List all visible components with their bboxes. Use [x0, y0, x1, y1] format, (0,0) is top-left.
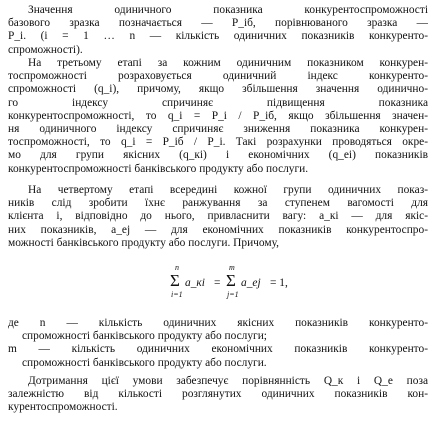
text-line: них показників, a_еj — для економічних показників конкурентоспро-	[8, 223, 428, 236]
sum2-term: a_еj	[241, 277, 261, 289]
equals-one: = 1,	[270, 277, 288, 289]
text-line: залежністю від кількості розглянутих одиничних показників кон-	[8, 388, 428, 401]
sum2-sigma: Σ	[226, 271, 236, 290]
text-line: m — кількість одиничних економічних показників конкуренто-	[8, 343, 428, 356]
text-line: курентоспроможності.	[8, 401, 118, 414]
text-line: тоспроможності, то q_i = P_iб / P_i. Такі розрахунки проводяться окре-	[8, 136, 428, 149]
text-line: спроможності (q_i), причому, якщо збільшення значення одинично-	[8, 83, 428, 96]
text-line: ників слід зробити їхнє ранжування за ступенем вагомості для	[8, 197, 428, 210]
text-line: конкурентоспроможності, то q_i = P_i / P_iб, якщо збільшення значен-	[8, 109, 428, 122]
text-line: спроможності банківського продукту або послуги;	[22, 330, 267, 343]
text-line: спроможності банківського продукту або послуги.	[22, 356, 267, 369]
text-line: тоспроможності розраховується одиничний індекс конкуренто-	[8, 70, 428, 83]
text-line: P_i. (i = 1 … n — кількість одиничних показників конкуренто-	[8, 30, 428, 43]
sum2-upper-limit: m	[229, 263, 235, 272]
sum-formula	[170, 264, 310, 310]
text-line: ня одиничного індексу спричиняє зниження показника конкурен-	[8, 123, 428, 135]
text-line: На третьому етапі за кожним одиничним показником конкурен-	[28, 57, 428, 69]
sum1-sigma: Σ	[170, 271, 180, 290]
text-line: Дотримання цієї умови забезпечує порівнянність Q_к і Q_е поза	[28, 375, 428, 387]
text-line: На четвертому етапі всередині кожної групи одиничних показ-	[28, 184, 428, 196]
text-line: конкурентоспроможності банківського продукту або послуги.	[8, 162, 309, 175]
text-line: Значення одиничного показника конкурентоспроможності	[28, 4, 428, 16]
text-line: де n — кількість одиничних якісних показників конкуренто-	[8, 317, 428, 329]
equals-sign-1: =	[214, 277, 221, 289]
sum1-term: a_кі	[185, 277, 205, 289]
text-line: базового зразка позначається — P_iб, порівнюваного зразка —	[8, 17, 428, 30]
text-line: го індексу спричиняє підвищення показника	[8, 96, 428, 109]
text-line: можності банківського продукту або послуги. Причому,	[8, 236, 280, 249]
text-line: спроможності).	[8, 43, 83, 56]
sum1-lower-limit: i=1	[171, 290, 183, 299]
sum1-upper-limit: n	[175, 263, 179, 272]
text-line: мо для групи якісних (q_кі) і економічних (q_еі) показників	[8, 149, 428, 162]
sum2-lower-limit: j=1	[227, 290, 239, 299]
text-line: клієнта і, відповідно до нього, привласнити вагу: a_кі — для якіс-	[8, 210, 428, 223]
